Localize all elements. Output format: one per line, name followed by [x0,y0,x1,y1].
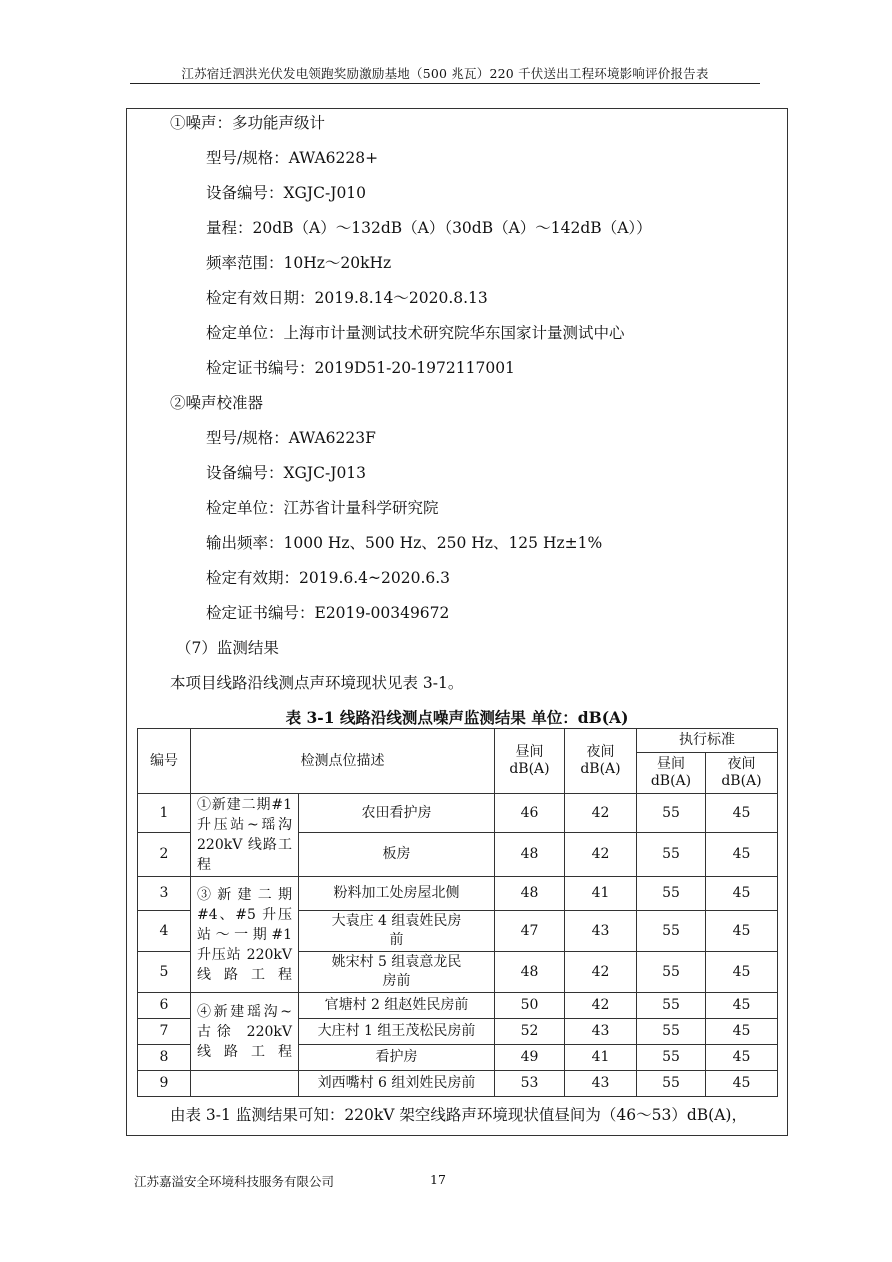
noise-meter-model: 型号/规格：AWA6228+ [206,149,379,167]
group-4-empty [191,1071,299,1097]
row-location-text: 大袁庄 4 组袁姓民房前 [331,913,462,948]
row-day: 49 [495,1045,565,1071]
header-night-label: 夜间 [586,744,615,760]
row-no: 5 [138,952,191,993]
row-std-day: 55 [637,1071,706,1097]
header-night-unit: dB(A) [580,761,621,777]
conclusion-text: 由表 3-1 监测结果可知：220kV 架空线路声环境现状值昼间为（46～53）dB(A)， [170,1106,747,1124]
header-std-night-label: 夜间 [727,756,756,772]
row-night: 41 [565,1045,637,1071]
row-std-night: 45 [706,952,778,993]
row-no: 9 [138,1071,191,1097]
row-night: 43 [565,1071,637,1097]
row-day: 46 [495,794,565,833]
table-row [138,794,778,833]
calibrator-device-no: 设备编号：XGJC-J013 [206,464,367,482]
row-night: 43 [565,1019,637,1045]
row-no: 6 [138,993,191,1019]
row-day: 48 [495,833,565,877]
row-no: 4 [138,911,191,952]
table-row [138,877,778,911]
row-std-day: 55 [637,1045,706,1071]
row-std-night: 45 [706,877,778,911]
row-no: 2 [138,833,191,877]
table-row [138,1071,778,1097]
row-day: 52 [495,1019,565,1045]
row-std-night: 45 [706,911,778,952]
row-std-night: 45 [706,1019,778,1045]
row-night: 42 [565,833,637,877]
row-no: 1 [138,794,191,833]
table-row [138,993,778,1019]
header-std-night-unit: dB(A) [721,773,762,789]
calibrator-heading: ②噪声校准器 [170,394,264,412]
noise-meter-freq-range: 频率范围：10Hz～20kHz [206,254,392,272]
footer-company: 江苏嘉溢安全环境科技服务有限公司 [134,1174,335,1189]
header-day [495,729,565,794]
noise-meter-heading: ①噪声：多功能声级计 [170,114,326,132]
calibrator-cert-no: 检定证书编号：E2019-00349672 [206,604,450,622]
row-std-day: 55 [637,1019,706,1045]
row-location-text: 姚宋村 5 组袁意龙民房前 [331,954,462,989]
row-std-day: 55 [637,833,706,877]
row-std-day: 55 [637,952,706,993]
row-std-day: 55 [637,911,706,952]
row-night: 43 [565,911,637,952]
row-day: 50 [495,993,565,1019]
header-std-day [637,753,706,794]
header-no: 编号 [138,729,191,794]
row-location: 板房 [299,833,495,877]
row-no: 3 [138,877,191,911]
noise-meter-device-no: 设备编号：XGJC-J010 [206,184,367,202]
header-standard: 执行标准 [637,729,778,753]
row-day: 48 [495,952,565,993]
group-4: ④新建瑶沟~古徐 220kV 线路工程 [191,993,299,1071]
header-rule [130,83,760,84]
row-night: 42 [565,952,637,993]
row-location: 农田看护房 [299,794,495,833]
results-heading: （7）监测结果 [176,639,279,657]
row-no: 7 [138,1019,191,1045]
group-1: ①新建二期#1 升压站~瑶沟 220kV 线路工程 [191,794,299,877]
table-title: 表 3-1 线路沿线测点噪声监测结果 单位：dB(A) [285,708,629,727]
row-std-night: 45 [706,794,778,833]
noise-meter-calib-unit: 检定单位：上海市计量测试技术研究院华东国家计量测试中心 [206,324,625,342]
calibrator-valid-date: 检定有效期：2019.6.4~2020.6.3 [206,569,451,587]
header-std-day-unit: dB(A) [650,773,692,789]
row-std-night: 45 [706,1045,778,1071]
row-day: 48 [495,877,565,911]
row-night: 42 [565,794,637,833]
noise-meter-cert-no: 检定证书编号：2019D51-20-1972117001 [206,359,515,377]
row-location [299,911,495,952]
header-std-day-label: 昼间 [657,756,685,772]
calibrator-output-freq: 输出频率：1000 Hz、500 Hz、250 Hz、125 Hz±1% [206,534,603,552]
results-intro: 本项目线路沿线测点声环境现状见表 3-1。 [170,674,464,692]
row-day: 53 [495,1071,565,1097]
row-night: 41 [565,877,637,911]
header-day-unit: dB(A) [509,761,550,777]
row-std-night: 45 [706,993,778,1019]
noise-meter-range: 量程：20dB（A）～132dB（A）（30dB（A）～142dB（A）） [206,219,652,237]
page-header: 江苏宿迁泗洪光伏发电领跑奖励激励基地（500 兆瓦）220 千伏送出工程环境影响评价报告表 [181,66,709,81]
header-night [565,729,637,794]
row-std-night: 45 [706,1071,778,1097]
header-std-night [706,753,778,794]
noise-results-table [137,728,778,1097]
header-day-label: 昼间 [515,744,544,760]
row-location: 刘西嘴村 6 组刘姓民房前 [299,1071,495,1097]
calibrator-calib-unit: 检定单位：江苏省计量科学研究院 [206,499,439,517]
row-std-day: 55 [637,877,706,911]
row-std-day: 55 [637,794,706,833]
row-location: 大庄村 1 组王茂松民房前 [299,1019,495,1045]
group-3: ③新建二期#4、#5 升压站～一期#1 升压站 220kV 线路工程 [191,877,299,993]
row-location: 粉料加工处房屋北侧 [299,877,495,911]
row-std-night: 45 [706,833,778,877]
noise-meter-valid-date: 检定有效日期：2019.8.14～2020.8.13 [206,289,488,307]
row-std-day: 55 [637,993,706,1019]
row-no: 8 [138,1045,191,1071]
row-day: 47 [495,911,565,952]
row-location [299,952,495,993]
row-location: 看护房 [299,1045,495,1071]
header-location: 检测点位描述 [191,729,495,794]
row-location: 官塘村 2 组赵姓民房前 [299,993,495,1019]
calibrator-model: 型号/规格：AWA6223F [206,429,376,447]
page-number: 17 [430,1172,446,1187]
row-night: 42 [565,993,637,1019]
